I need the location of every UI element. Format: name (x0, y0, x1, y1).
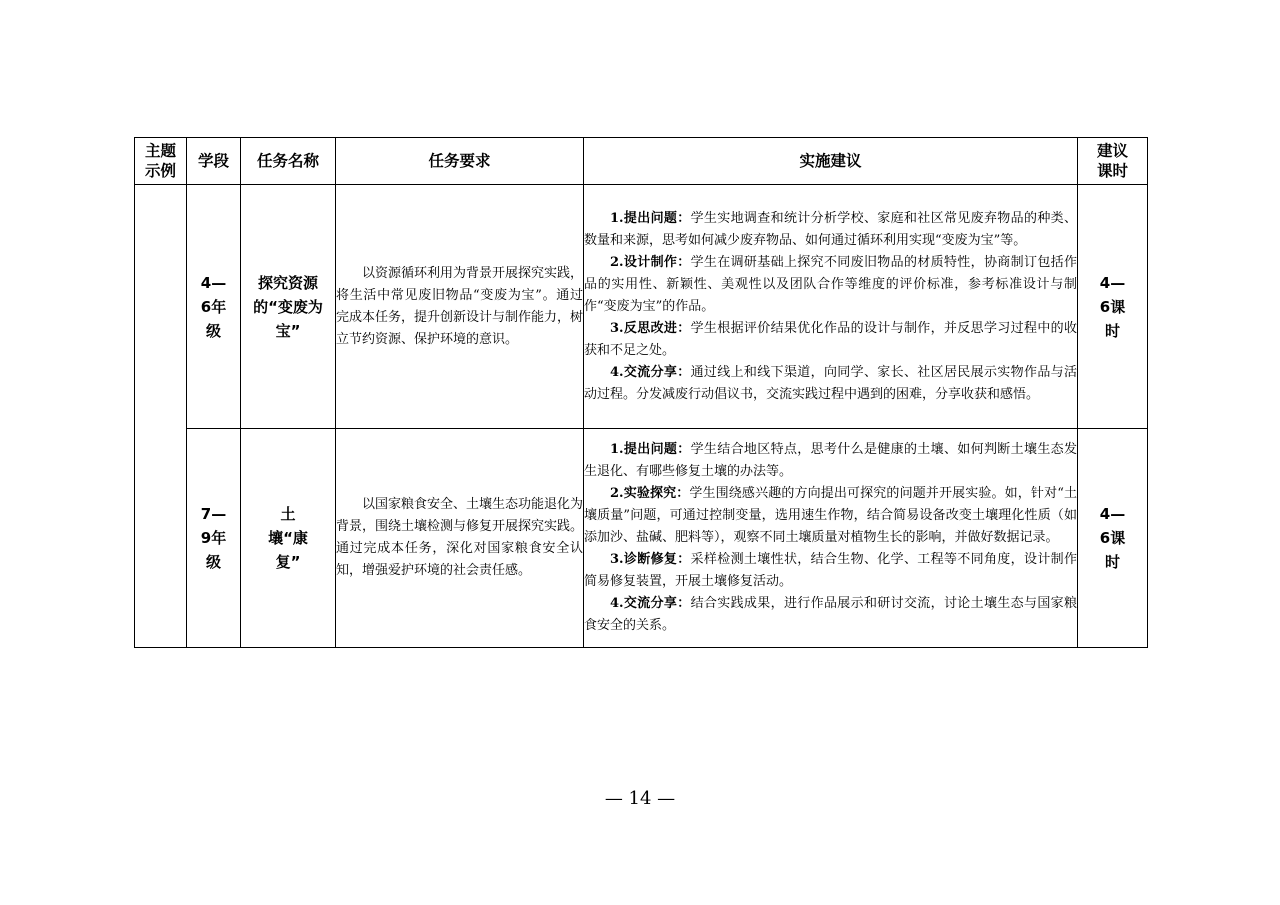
header-theme: 主题示例 (135, 138, 187, 185)
step-title: 1.提出问题： (610, 442, 691, 457)
task-name-cell: 探究资源的“变废为宝” (241, 185, 336, 429)
task-requirement-cell: 以资源循环利用为背景开展探究实践，将生活中常见废旧物品“变废为宝”。通过完成本任务，提升创新设计与制作能力，树立节约资源、保护环境的意识。 (336, 185, 584, 429)
hours-cell: 4—6课时 (1078, 185, 1148, 429)
step-title: 1.提出问题： (610, 210, 691, 226)
suggestion-cell (584, 185, 1078, 429)
header-task-name: 任务名称 (241, 138, 336, 185)
step-title: 3.反思改进： (610, 320, 691, 336)
header-stage: 学段 (187, 138, 241, 185)
table-header-row (135, 138, 1148, 185)
header-task-requirement: 任务要求 (336, 138, 584, 185)
step-title: 2.实验探究： (610, 486, 690, 501)
suggestion-step (584, 593, 1077, 637)
theme-cell (135, 185, 187, 648)
task-name-cell: 土壤“康复” (241, 429, 336, 648)
header-hours: 建议课时 (1078, 138, 1148, 185)
suggestion-step (584, 362, 1077, 406)
table-row (135, 185, 1148, 429)
suggestion-step (584, 208, 1077, 252)
hours-cell: 4—6课时 (1078, 429, 1148, 648)
stage-cell: 4—6年级 (187, 185, 241, 429)
suggestion-cell (584, 429, 1078, 648)
header-suggestion: 实施建议 (584, 138, 1078, 185)
table-row (135, 429, 1148, 648)
suggestion-step (584, 549, 1077, 593)
step-text: 采样检测土壤性状，结合生物、化学、工程等不同角度，设计制作简易修复装置，开展土壤修复活动。 (584, 552, 1077, 589)
stage-cell: 7—9年级 (187, 429, 241, 648)
step-text: 通过线上和线下渠道，向同学、家长、社区居民展示实物作品与活动过程。分发减废行动倡议书，交流实践过程中遇到的困难，分享收获和感悟。 (584, 364, 1077, 402)
task-requirement-cell: 以国家粮食安全、土壤生态功能退化为背景，围绕土壤检测与修复开展探究实践。通过完成本任务，深化对国家粮食安全认知，增强爱护环境的社会责任感。 (336, 429, 584, 648)
step-text: 学生根据评价结果优化作品的设计与制作，并反思学习过程中的收获和不足之处。 (584, 320, 1077, 358)
suggestion-step (584, 483, 1077, 549)
step-text: 学生在调研基础上探究不同废旧物品的材质特性，协商制订包括作品的实用性、新颖性、美观性以及团队合作等维度的评价标准，参考标准设计与制作“变废为宝”的作品。 (584, 254, 1077, 314)
step-title: 4.交流分享： (610, 364, 691, 380)
page-number: — 14 — (604, 788, 676, 809)
suggestion-step (584, 252, 1077, 318)
step-title: 2.设计制作： (610, 254, 691, 270)
step-title: 3.诊断修复： (610, 552, 691, 567)
suggestion-step (584, 439, 1077, 483)
step-text: 结合实践成果，进行作品展示和研讨交流，讨论土壤生态与国家粮食安全的关系。 (584, 596, 1077, 633)
step-title: 4.交流分享： (610, 596, 691, 611)
curriculum-table (134, 137, 1148, 648)
step-text: 学生围绕感兴趣的方向提出可探究的问题并开展实验。如，针对“土壤质量”问题，可通过控制变量，选用速生作物，结合简易设备改变土壤理化性质（如添加沙、盐碱、肥料等），观察不同土壤质量对植物生长的影响，并做好数据记录。 (584, 486, 1077, 545)
step-text: 学生实地调查和统计分析学校、家庭和社区常见废弃物品的种类、数量和来源，思考如何减少废弃物品、如何通过循环利用实现“变废为宝”等。 (584, 210, 1077, 248)
step-text: 学生结合地区特点，思考什么是健康的土壤、如何判断土壤生态发生退化、有哪些修复土壤的办法等。 (584, 442, 1077, 479)
suggestion-step (584, 318, 1077, 362)
